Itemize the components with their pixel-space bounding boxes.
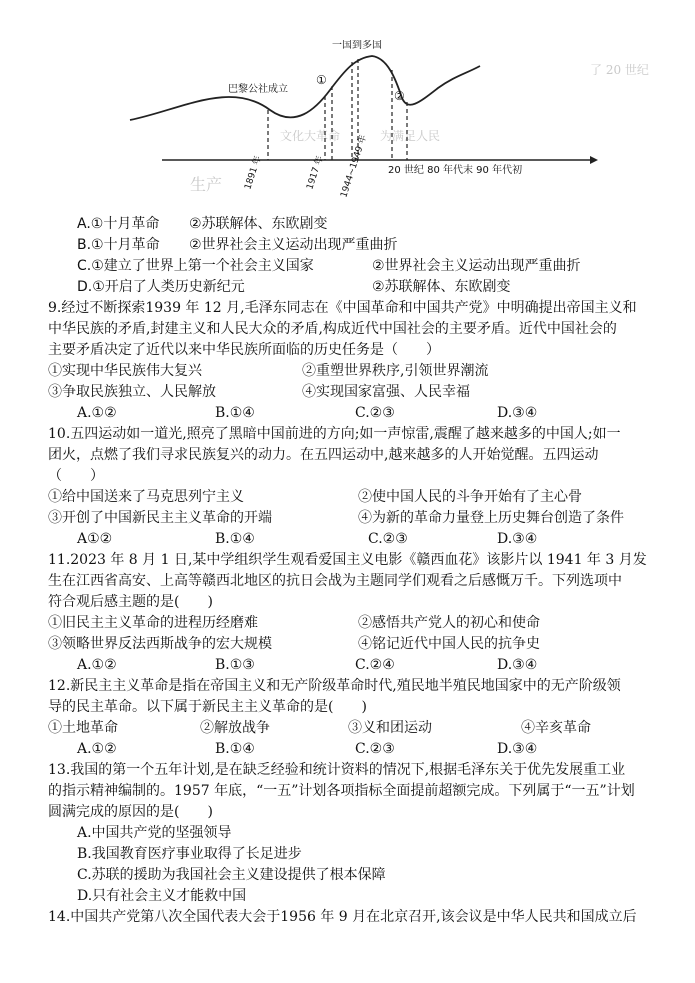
q13-choice-c: C.苏联的援助为我国社会主义建设提供了根本保障 — [77, 867, 386, 883]
q11-choice-c: C.②④ — [355, 657, 395, 673]
q11-stem-1: 11.2023 年 8 月 1 日,某中学组织学生观看爱国主义电影《赣西血花》该影片以 1941 年 3 月发 — [48, 552, 647, 568]
q13-stem-3: 圆满完成的原因的是( ) — [48, 804, 213, 820]
year-label-1917: 1917 年 — [305, 154, 326, 191]
q8-option-c1: C.①建立了世界上第一个社会主义国家 — [77, 258, 314, 274]
q10-choice-d: D.③④ — [497, 531, 538, 547]
q12-choice-a: A.①② — [77, 741, 117, 757]
q12-choice-d: D.③④ — [497, 741, 538, 757]
q14-stem-1: 14.中国共产党第八次全国代表大会于1956 年 9 月在北京召开,该会议是中华人民共和国成立后 — [48, 909, 637, 925]
q8-option-a1: A.①十月革命 — [77, 216, 160, 232]
q9-stem-1: 9.经过不断探索1939 年 12 月,毛泽东同志在《中国革命和中国共产党》中明确提出帝国主义和 — [48, 300, 637, 316]
q10-choice-c: C.②③ — [368, 531, 408, 547]
paris-commune-label: 巴黎公社成立 — [228, 84, 288, 95]
q13-choice-d: D.只有社会主义才能救中国 — [77, 888, 247, 904]
q10-choice-a: A①② — [77, 531, 113, 547]
bleed-text: 了 20 世纪 — [590, 63, 649, 77]
marker-1-label: ① — [316, 73, 327, 87]
q10-item-1: ①给中国送来了马克思列宁主义 — [48, 489, 244, 505]
bleed-text: 为满足人民 — [380, 129, 441, 143]
q9-stem-2: 中华民族的矛盾,封建主义和人民大众的矛盾,构成近代中国社会的主要矛盾。近代中国社会的 — [48, 321, 617, 337]
q12-item-3: ③义和团运动 — [348, 720, 432, 736]
q11-choice-b: B.①③ — [215, 657, 255, 673]
q8-option-c2: ②世界社会主义运动出现严重曲折 — [372, 258, 581, 274]
q10-item-2: ②使中国人民的斗争开始有了主心骨 — [358, 489, 582, 505]
q10-item-3: ③开创了中国新民主主义革命的开端 — [48, 510, 272, 526]
q10-stem-3: （ ） — [48, 468, 104, 484]
axis-arrow — [590, 156, 598, 164]
year-label-1944-1949: 1944~1949 年 — [339, 133, 370, 199]
q13-choice-b: B.我国教育医疗事业取得了长足进步 — [77, 846, 302, 862]
q11-item-3: ③领略世界反法西斯战争的宏大规模 — [48, 636, 272, 652]
q9-item-4: ④实现国家富强、人民幸福 — [302, 384, 470, 400]
q11-stem-2: 生在江西省高安、上高等赣西北地区的抗日会战为主题同学们观看之后感慨万千。下列选项中 — [48, 573, 622, 589]
q12-choice-c: C.②③ — [355, 741, 395, 757]
q13-stem-1: 13.我国的第一个五年计划,是在缺乏经验和统计资料的情况下,根据毛泽东关于优先发展重工业 — [48, 762, 626, 778]
q8-option-b2: ②世界社会主义运动出现严重曲折 — [189, 237, 398, 253]
q13-stem-2: 的指示精神编制的。1957 年底，“一五”计划各项指标全面提前超额完成。下列属于“一五”计划 — [48, 783, 635, 799]
q8-option-a2: ②苏联解体、东欧剧变 — [189, 216, 328, 232]
year-label-80s-90s: 20 世纪 80 年代末 90 年代初 — [388, 165, 523, 176]
q10-stem-2: 团火，点燃了我们寻求民族复兴的动力。在五四运动中,越来越多的人开始觉醒。五四运动 — [48, 447, 599, 463]
bleed-text: 文化大革命 — [280, 129, 341, 143]
year-label-1891: 1891 年 — [243, 154, 264, 191]
q11-choice-d: D.③④ — [497, 657, 538, 673]
q9-item-3: ③争取民族独立、人民解放 — [48, 384, 216, 400]
q13-choice-a: A.中国共产党的坚强领导 — [77, 825, 232, 841]
q8-option-b1: B.①十月革命 — [77, 237, 160, 253]
q10-stem-1: 10.五四运动如一道光,照亮了黑暗中国前进的方向;如一声惊雷,震醒了越来越多的中国人;如一 — [48, 426, 621, 442]
q11-item-2: ②感悟共产党人的初心和使命 — [358, 615, 540, 631]
q10-item-4: ④为新的革命力量登上历史舞台创造了条件 — [358, 510, 624, 526]
q9-item-2: ②重塑世界秩序,引领世界潮流 — [302, 363, 489, 379]
q9-item-1: ①实现中华民族伟大复兴 — [48, 363, 202, 379]
q11-stem-3: 符合观后感主题的是( ) — [48, 594, 213, 610]
q9-stem-3: 主要矛盾决定了近代以来中华民族所面临的历史任务是（ ） — [48, 342, 440, 358]
history-curve-figure — [120, 40, 680, 240]
q11-item-1: ①旧民主主义革命的进程历经磨难 — [48, 615, 258, 631]
q12-stem-1: 12.新民主主义革命是指在帝国主义和无产阶级革命时代,殖民地半殖民地国家中的无产阶级领 — [48, 678, 621, 694]
q9-choice-a: A.①② — [77, 405, 117, 421]
q9-choice-b: B.①④ — [215, 405, 255, 421]
q12-choice-b: B.①④ — [215, 741, 255, 757]
q11-choice-a: A.①② — [77, 657, 117, 673]
marker-2-label: ② — [394, 89, 405, 103]
development-curve — [130, 56, 480, 120]
q12-item-1: ①土地革命 — [48, 720, 118, 736]
q8-option-d2: ②苏联解体、东欧剧变 — [372, 279, 511, 295]
q9-choice-d: D.③④ — [497, 405, 538, 421]
bleed-text: 生产 — [190, 175, 223, 194]
peak-label: 一国到多国 — [332, 40, 382, 51]
q8-option-d1: D.①开启了人类历史新纪元 — [77, 279, 245, 295]
q12-item-4: ④辛亥革命 — [521, 720, 591, 736]
q9-choice-c: C.②③ — [355, 405, 395, 421]
q12-stem-2: 导的民主革命。以下属于新民主主义革命的是( ) — [48, 699, 367, 715]
q10-choice-b: B.①④ — [215, 531, 255, 547]
q12-item-2: ②解放战争 — [200, 720, 270, 736]
q11-item-4: ④铭记近代中国人民的抗争史 — [358, 636, 540, 652]
